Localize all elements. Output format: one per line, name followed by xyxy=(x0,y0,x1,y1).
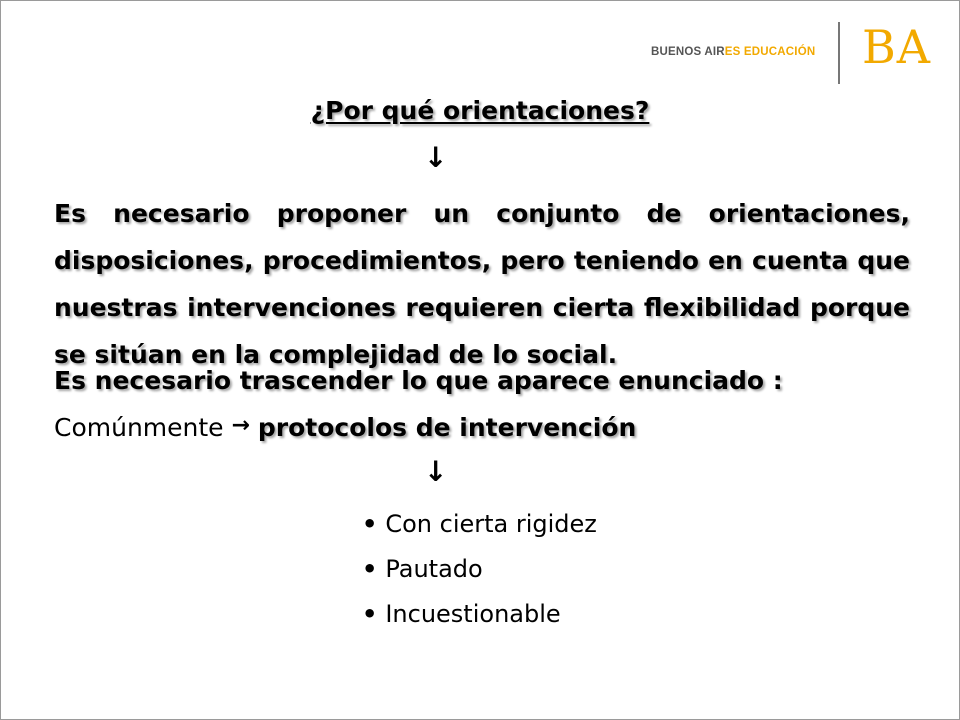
slide-title: ¿Por qué orientaciones? xyxy=(310,96,650,125)
comunmente-label: Comúnmente xyxy=(54,413,224,442)
logo-wordmark-primary: BUENOS AIR xyxy=(651,46,725,58)
list-item xyxy=(362,502,597,547)
list-item-text: Incuestionable xyxy=(385,600,561,628)
list-item-text: Con cierta rigidez xyxy=(385,510,597,538)
protocolos-term: protocolos de intervención xyxy=(257,413,637,442)
arrow-right-icon: → xyxy=(231,413,250,438)
logo-divider xyxy=(838,22,840,84)
bullet-icon: • xyxy=(362,600,378,628)
arrow-down-icon: ↓ xyxy=(424,455,448,488)
slide-line-comunmente xyxy=(54,413,636,442)
logo-ba-mark: BA xyxy=(862,20,932,74)
list-item xyxy=(362,547,597,592)
bullet-icon: • xyxy=(362,555,378,583)
list-item xyxy=(362,592,597,637)
slide-paragraph: Es necesario proponer un conjunto de orientaciones, disposiciones, procedimientos, pero teniendo en cuenta que nuestras intervenciones requieren cierta flexibilidad porque se sitúan en la complejidad de lo social. xyxy=(54,199,910,369)
bullet-icon: • xyxy=(362,510,378,538)
arrow-down-icon: ↓ xyxy=(424,141,448,174)
logo-wordmark-accent: ES EDUCACIÓN xyxy=(724,46,816,58)
slide-line-trascender: Es necesario trascender lo que aparece enunciado : xyxy=(54,366,783,395)
list-item-text: Pautado xyxy=(385,555,483,583)
logo-wordmark xyxy=(651,46,815,58)
bullet-list xyxy=(362,502,597,637)
